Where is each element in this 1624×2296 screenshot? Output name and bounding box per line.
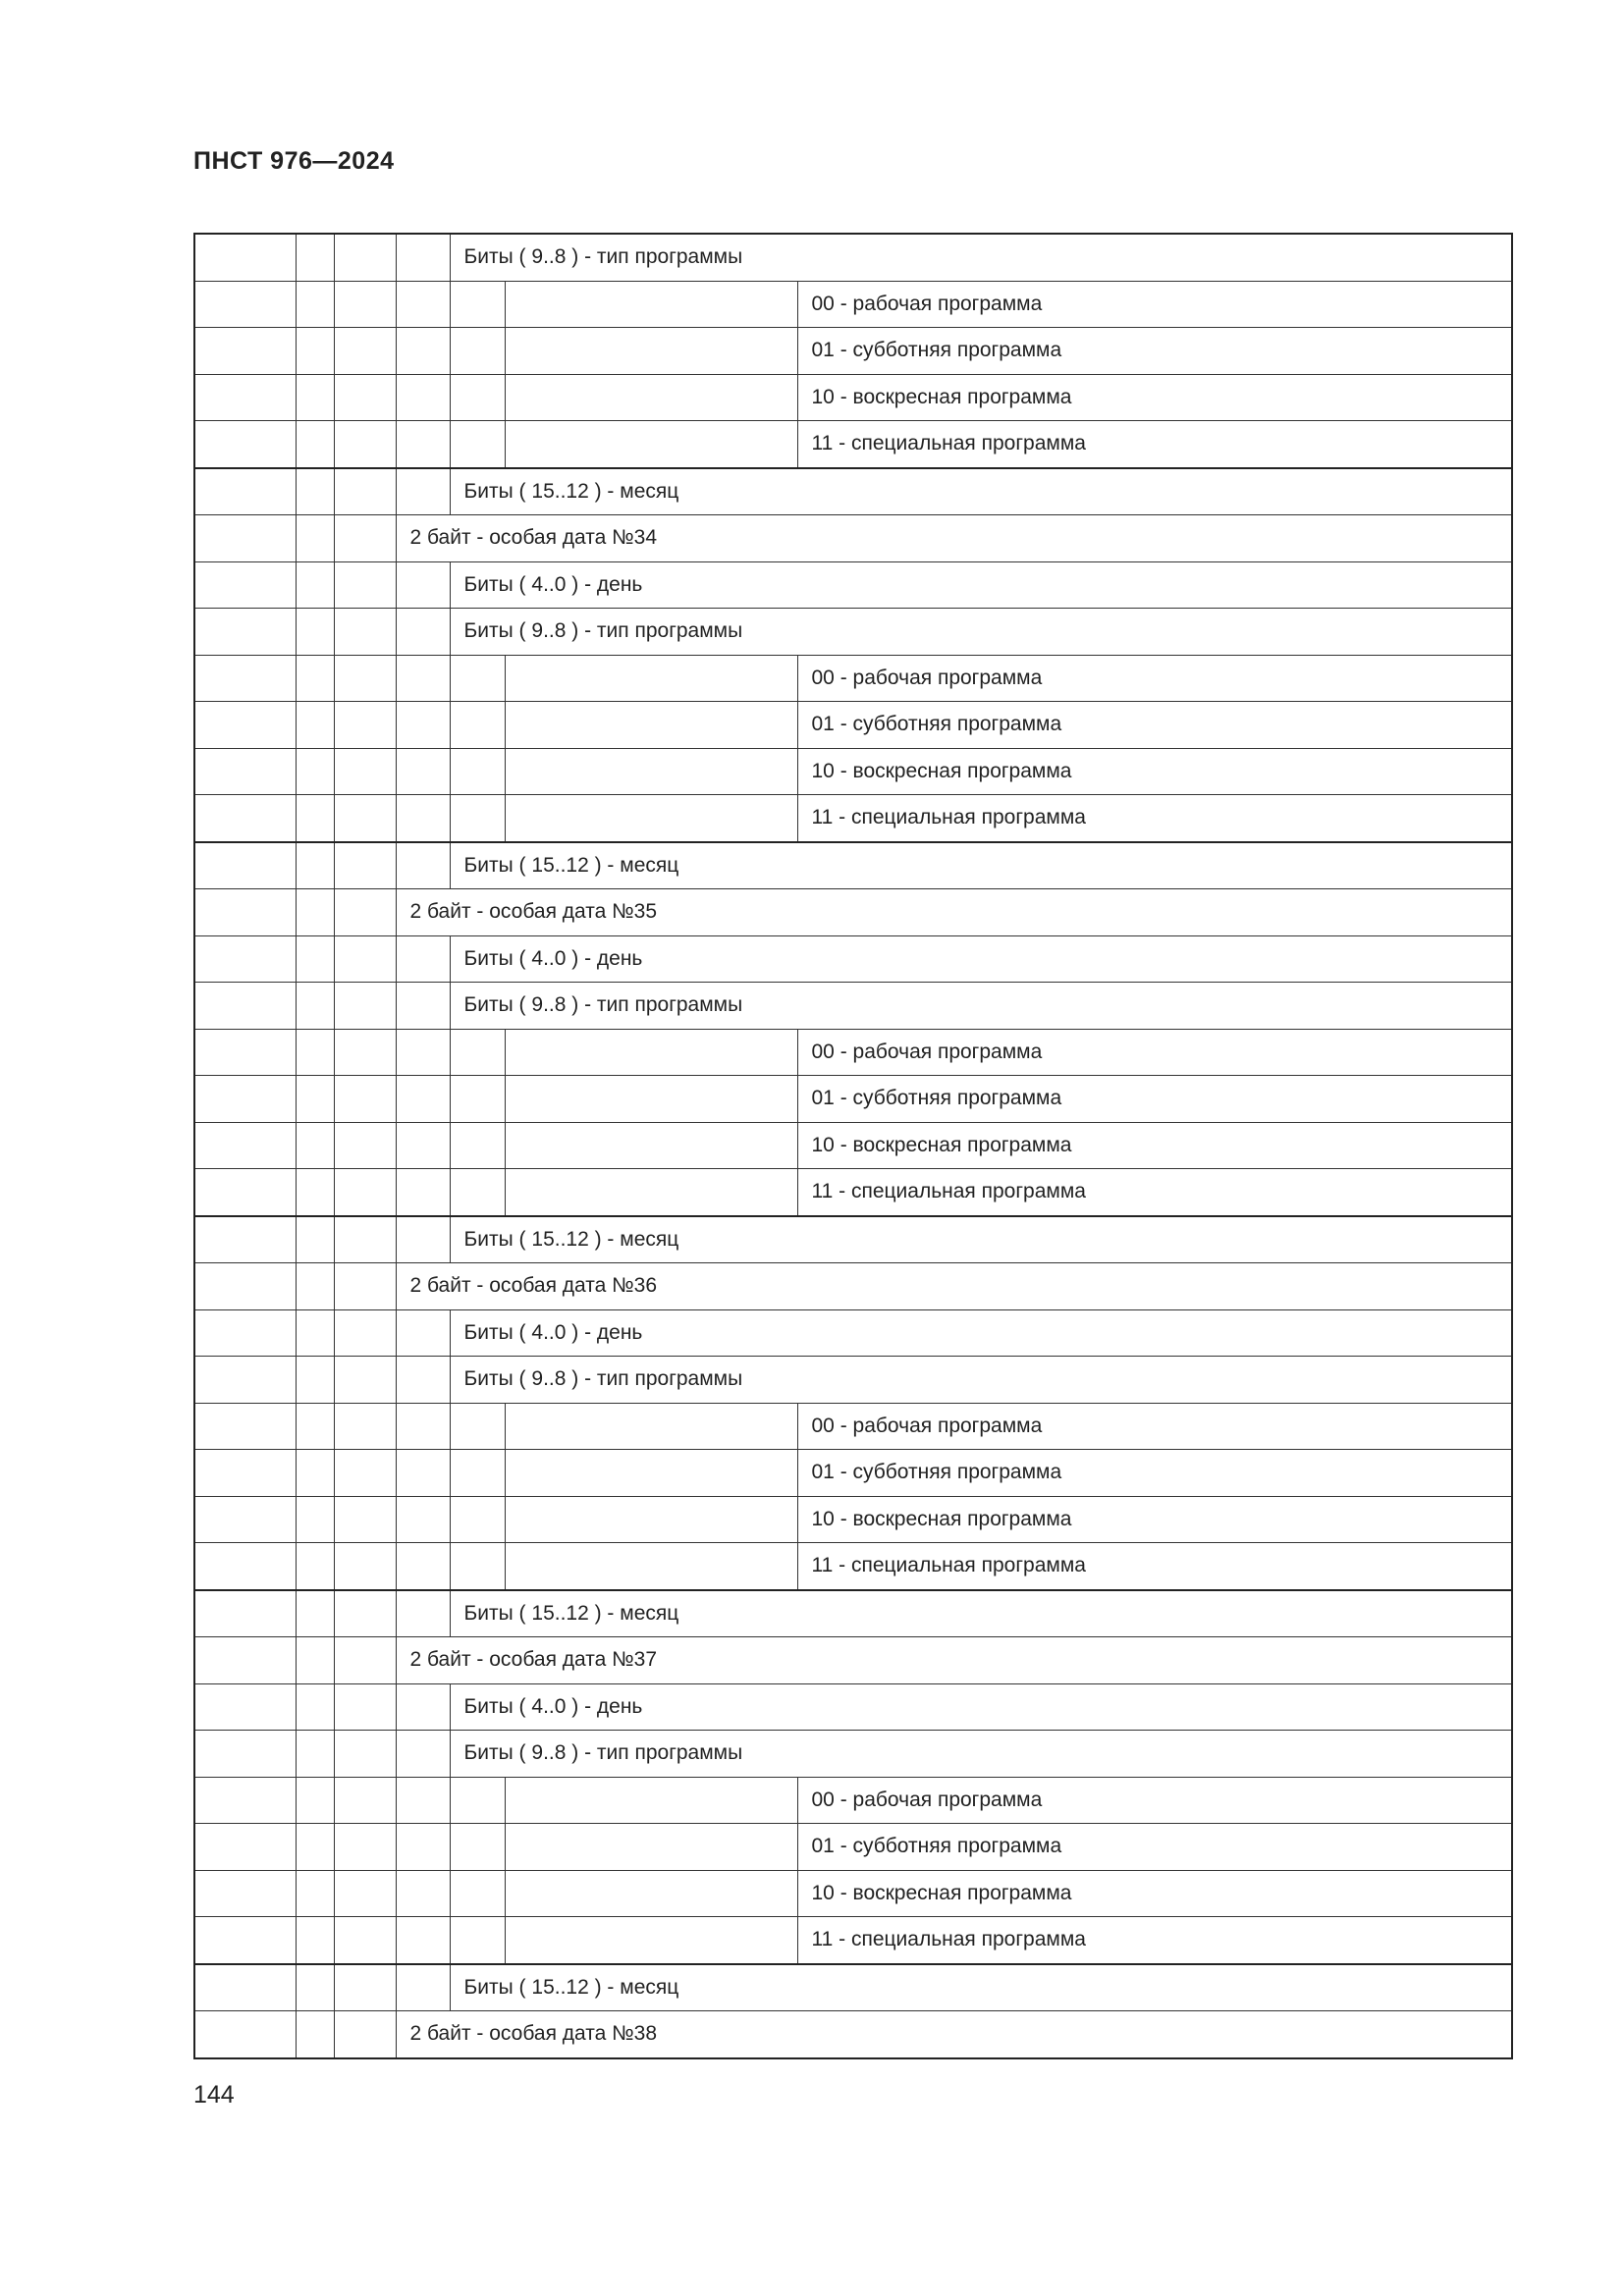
empty-cell (334, 609, 396, 656)
table-row (194, 1076, 1512, 1123)
empty-cell (194, 1403, 296, 1450)
empty-cell (296, 1216, 334, 1263)
empty-cell (334, 1590, 396, 1637)
empty-cell (296, 1917, 334, 1964)
byte-label-cell: 2 байт - особая дата №36 (396, 1263, 1512, 1310)
empty-cell (396, 1824, 450, 1871)
empty-cell (505, 1450, 797, 1497)
empty-cell (194, 561, 296, 609)
value-label-cell: 11 - специальная программа (797, 421, 1512, 468)
empty-cell (194, 702, 296, 749)
table-row (194, 1357, 1512, 1404)
table-row (194, 1964, 1512, 2011)
empty-cell (194, 1076, 296, 1123)
table-row (194, 561, 1512, 609)
empty-cell (296, 1964, 334, 2011)
table-row (194, 935, 1512, 983)
empty-cell (194, 1637, 296, 1684)
table-row (194, 328, 1512, 375)
empty-cell (296, 1683, 334, 1731)
table-row (194, 1122, 1512, 1169)
value-label-cell: 11 - специальная программа (797, 1543, 1512, 1590)
empty-cell (396, 842, 450, 889)
empty-cell (450, 795, 505, 842)
empty-cell (505, 748, 797, 795)
table-row (194, 1496, 1512, 1543)
empty-cell (450, 1870, 505, 1917)
value-label-cell: 11 - специальная программа (797, 1169, 1512, 1216)
empty-cell (334, 889, 396, 936)
bits-label-cell: Биты ( 9..8 ) - тип программы (450, 1731, 1512, 1778)
table-row (194, 889, 1512, 936)
empty-cell (296, 1870, 334, 1917)
empty-cell (505, 1122, 797, 1169)
empty-cell (334, 1731, 396, 1778)
table-row (194, 702, 1512, 749)
empty-cell (396, 702, 450, 749)
empty-cell (334, 1216, 396, 1263)
empty-cell (450, 1029, 505, 1076)
empty-cell (194, 1731, 296, 1778)
bits-label-cell: Биты ( 9..8 ) - тип программы (450, 983, 1512, 1030)
empty-cell (296, 561, 334, 609)
table-row (194, 1543, 1512, 1590)
table-row (194, 1450, 1512, 1497)
empty-cell (194, 1543, 296, 1590)
empty-cell (194, 2011, 296, 2058)
table-row (194, 1216, 1512, 1263)
empty-cell (194, 1029, 296, 1076)
bits-label-cell: Биты ( 15..12 ) - месяц (450, 1964, 1512, 2011)
table-row (194, 1870, 1512, 1917)
table-row (194, 1403, 1512, 1450)
empty-cell (396, 421, 450, 468)
table-row (194, 1683, 1512, 1731)
empty-cell (505, 1543, 797, 1590)
empty-cell (396, 234, 450, 281)
empty-cell (194, 328, 296, 375)
empty-cell (296, 748, 334, 795)
empty-cell (296, 1637, 334, 1684)
table-row (194, 1637, 1512, 1684)
empty-cell (450, 1403, 505, 1450)
empty-cell (450, 1917, 505, 1964)
bits-label-cell: Биты ( 4..0 ) - день (450, 1683, 1512, 1731)
empty-cell (334, 515, 396, 562)
spec-table (193, 233, 1513, 2059)
empty-cell (194, 1496, 296, 1543)
value-label-cell: 01 - субботняя программа (797, 1076, 1512, 1123)
empty-cell (396, 1076, 450, 1123)
empty-cell (334, 561, 396, 609)
empty-cell (334, 655, 396, 702)
empty-cell (296, 1403, 334, 1450)
bits-label-cell: Биты ( 4..0 ) - день (450, 1309, 1512, 1357)
empty-cell (194, 1964, 296, 2011)
empty-cell (396, 1357, 450, 1404)
empty-cell (505, 328, 797, 375)
empty-cell (450, 1496, 505, 1543)
empty-cell (396, 1169, 450, 1216)
empty-cell (505, 1496, 797, 1543)
empty-cell (296, 468, 334, 515)
table-row (194, 655, 1512, 702)
value-label-cell: 10 - воскресная программа (797, 1122, 1512, 1169)
bits-label-cell: Биты ( 4..0 ) - день (450, 561, 1512, 609)
table-row (194, 281, 1512, 328)
empty-cell (334, 1870, 396, 1917)
value-label-cell: 01 - субботняя программа (797, 1824, 1512, 1871)
empty-cell (505, 1169, 797, 1216)
empty-cell (334, 702, 396, 749)
value-label-cell: 00 - рабочая программа (797, 1777, 1512, 1824)
empty-cell (450, 1122, 505, 1169)
empty-cell (396, 1870, 450, 1917)
empty-cell (194, 655, 296, 702)
value-label-cell: 00 - рабочая программа (797, 1029, 1512, 1076)
empty-cell (396, 1309, 450, 1357)
empty-cell (450, 328, 505, 375)
empty-cell (194, 1917, 296, 1964)
empty-cell (296, 515, 334, 562)
empty-cell (334, 1450, 396, 1497)
table-row (194, 1029, 1512, 1076)
document-code: ПНСТ 976—2024 (193, 147, 395, 175)
bits-label-cell: Биты ( 15..12 ) - месяц (450, 1216, 1512, 1263)
empty-cell (396, 609, 450, 656)
empty-cell (396, 1122, 450, 1169)
bits-label-cell: Биты ( 9..8 ) - тип программы (450, 234, 1512, 281)
empty-cell (505, 421, 797, 468)
byte-label-cell: 2 байт - особая дата №37 (396, 1637, 1512, 1684)
empty-cell (334, 842, 396, 889)
empty-cell (296, 374, 334, 421)
empty-cell (396, 655, 450, 702)
empty-cell (296, 1731, 334, 1778)
empty-cell (296, 1122, 334, 1169)
bits-label-cell: Биты ( 9..8 ) - тип программы (450, 609, 1512, 656)
value-label-cell: 01 - субботняя программа (797, 702, 1512, 749)
empty-cell (334, 2011, 396, 2058)
empty-cell (334, 1309, 396, 1357)
table-row (194, 1917, 1512, 1964)
empty-cell (194, 983, 296, 1030)
empty-cell (296, 1543, 334, 1590)
empty-cell (334, 281, 396, 328)
empty-cell (296, 1263, 334, 1310)
empty-cell (450, 281, 505, 328)
empty-cell (334, 328, 396, 375)
empty-cell (396, 1590, 450, 1637)
empty-cell (505, 374, 797, 421)
bits-label-cell: Биты ( 9..8 ) - тип программы (450, 1357, 1512, 1404)
empty-cell (396, 281, 450, 328)
empty-cell (296, 983, 334, 1030)
empty-cell (450, 374, 505, 421)
empty-cell (334, 935, 396, 983)
empty-cell (396, 1450, 450, 1497)
empty-cell (296, 1169, 334, 1216)
empty-cell (334, 1263, 396, 1310)
empty-cell (296, 1824, 334, 1871)
empty-cell (396, 1496, 450, 1543)
page-number: 144 (193, 2081, 235, 2109)
empty-cell (296, 2011, 334, 2058)
empty-cell (194, 1777, 296, 1824)
table-row (194, 1169, 1512, 1216)
empty-cell (450, 1824, 505, 1871)
empty-cell (396, 1777, 450, 1824)
empty-cell (334, 1496, 396, 1543)
empty-cell (296, 702, 334, 749)
table-row (194, 234, 1512, 281)
value-label-cell: 00 - рабочая программа (797, 281, 1512, 328)
empty-cell (334, 1357, 396, 1404)
empty-cell (194, 1683, 296, 1731)
empty-cell (296, 842, 334, 889)
empty-cell (396, 795, 450, 842)
table-row (194, 1731, 1512, 1778)
empty-cell (296, 1450, 334, 1497)
empty-cell (194, 1216, 296, 1263)
empty-cell (334, 1637, 396, 1684)
empty-cell (396, 935, 450, 983)
empty-cell (194, 468, 296, 515)
empty-cell (194, 1357, 296, 1404)
empty-cell (334, 374, 396, 421)
empty-cell (450, 1450, 505, 1497)
empty-cell (296, 1029, 334, 1076)
table-row (194, 1263, 1512, 1310)
empty-cell (194, 748, 296, 795)
table-row (194, 468, 1512, 515)
empty-cell (334, 1076, 396, 1123)
empty-cell (194, 374, 296, 421)
empty-cell (296, 1357, 334, 1404)
empty-cell (334, 1169, 396, 1216)
empty-cell (334, 983, 396, 1030)
empty-cell (334, 1122, 396, 1169)
empty-cell (505, 1029, 797, 1076)
empty-cell (334, 1683, 396, 1731)
empty-cell (296, 889, 334, 936)
table-row (194, 374, 1512, 421)
empty-cell (396, 1731, 450, 1778)
empty-cell (194, 1263, 296, 1310)
empty-cell (396, 1403, 450, 1450)
bits-label-cell: Биты ( 15..12 ) - месяц (450, 1590, 1512, 1637)
empty-cell (505, 1870, 797, 1917)
value-label-cell: 01 - субботняя программа (797, 1450, 1512, 1497)
byte-label-cell: 2 байт - особая дата №35 (396, 889, 1512, 936)
empty-cell (296, 655, 334, 702)
empty-cell (194, 842, 296, 889)
empty-cell (194, 234, 296, 281)
empty-cell (296, 1590, 334, 1637)
empty-cell (296, 328, 334, 375)
table-row (194, 1590, 1512, 1637)
empty-cell (334, 234, 396, 281)
empty-cell (450, 1169, 505, 1216)
empty-cell (396, 1216, 450, 1263)
empty-cell (194, 1122, 296, 1169)
empty-cell (396, 561, 450, 609)
empty-cell (334, 1543, 396, 1590)
value-label-cell: 10 - воскресная программа (797, 748, 1512, 795)
empty-cell (450, 702, 505, 749)
empty-cell (396, 468, 450, 515)
empty-cell (450, 655, 505, 702)
empty-cell (296, 281, 334, 328)
empty-cell (296, 795, 334, 842)
empty-cell (396, 983, 450, 1030)
empty-cell (450, 1076, 505, 1123)
value-label-cell: 01 - субботняя программа (797, 328, 1512, 375)
value-label-cell: 10 - воскресная программа (797, 374, 1512, 421)
empty-cell (505, 655, 797, 702)
empty-cell (194, 1870, 296, 1917)
empty-cell (505, 281, 797, 328)
table-row (194, 515, 1512, 562)
empty-cell (296, 609, 334, 656)
table-row (194, 609, 1512, 656)
table-row (194, 983, 1512, 1030)
value-label-cell: 10 - воскресная программа (797, 1870, 1512, 1917)
empty-cell (334, 1917, 396, 1964)
empty-cell (194, 1590, 296, 1637)
empty-cell (296, 421, 334, 468)
empty-cell (334, 795, 396, 842)
value-label-cell: 11 - специальная программа (797, 795, 1512, 842)
empty-cell (194, 1169, 296, 1216)
empty-cell (505, 1917, 797, 1964)
empty-cell (296, 1076, 334, 1123)
value-label-cell: 11 - специальная программа (797, 1917, 1512, 1964)
empty-cell (334, 421, 396, 468)
empty-cell (334, 748, 396, 795)
empty-cell (334, 468, 396, 515)
empty-cell (505, 795, 797, 842)
empty-cell (450, 1543, 505, 1590)
empty-cell (194, 281, 296, 328)
empty-cell (296, 935, 334, 983)
empty-cell (194, 421, 296, 468)
empty-cell (194, 515, 296, 562)
table-row (194, 2011, 1512, 2058)
bits-label-cell: Биты ( 15..12 ) - месяц (450, 468, 1512, 515)
empty-cell (396, 1964, 450, 2011)
value-label-cell: 00 - рабочая программа (797, 655, 1512, 702)
empty-cell (505, 1076, 797, 1123)
table-row (194, 1309, 1512, 1357)
empty-cell (505, 1777, 797, 1824)
empty-cell (334, 1824, 396, 1871)
empty-cell (334, 1029, 396, 1076)
empty-cell (334, 1777, 396, 1824)
empty-cell (296, 1496, 334, 1543)
empty-cell (334, 1964, 396, 2011)
empty-cell (296, 1309, 334, 1357)
table-row (194, 748, 1512, 795)
byte-label-cell: 2 байт - особая дата №38 (396, 2011, 1512, 2058)
empty-cell (194, 889, 296, 936)
empty-cell (505, 1824, 797, 1871)
byte-label-cell: 2 байт - особая дата №34 (396, 515, 1512, 562)
empty-cell (194, 1824, 296, 1871)
empty-cell (296, 1777, 334, 1824)
bits-label-cell: Биты ( 15..12 ) - месяц (450, 842, 1512, 889)
table-row (194, 421, 1512, 468)
empty-cell (396, 328, 450, 375)
empty-cell (396, 1029, 450, 1076)
table-row (194, 842, 1512, 889)
empty-cell (450, 1777, 505, 1824)
empty-cell (505, 1403, 797, 1450)
empty-cell (396, 1683, 450, 1731)
empty-cell (450, 748, 505, 795)
empty-cell (396, 748, 450, 795)
empty-cell (396, 1917, 450, 1964)
empty-cell (396, 374, 450, 421)
empty-cell (194, 1309, 296, 1357)
empty-cell (505, 702, 797, 749)
empty-cell (194, 795, 296, 842)
empty-cell (334, 1403, 396, 1450)
empty-cell (194, 609, 296, 656)
table-row (194, 1824, 1512, 1871)
table-row (194, 1777, 1512, 1824)
empty-cell (296, 234, 334, 281)
bits-label-cell: Биты ( 4..0 ) - день (450, 935, 1512, 983)
value-label-cell: 10 - воскресная программа (797, 1496, 1512, 1543)
value-label-cell: 00 - рабочая программа (797, 1403, 1512, 1450)
empty-cell (450, 421, 505, 468)
table-row (194, 795, 1512, 842)
empty-cell (396, 1543, 450, 1590)
empty-cell (194, 1450, 296, 1497)
empty-cell (194, 935, 296, 983)
